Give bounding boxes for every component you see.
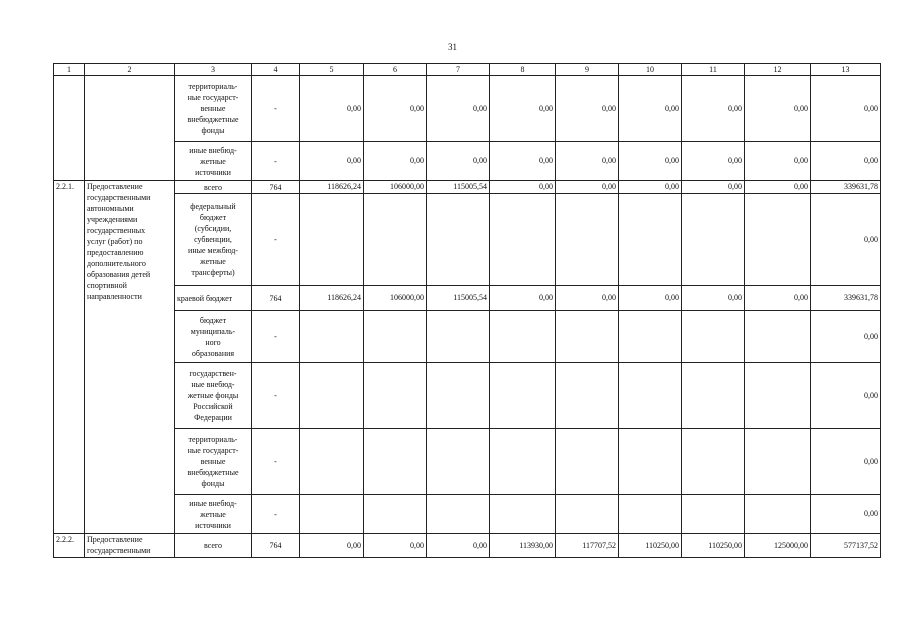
funding-source: федеральный бюджет (субсидии, субвенции, иные межбюд- жетные трансферты) <box>175 194 252 286</box>
value-cell <box>490 311 556 363</box>
value-cell: 339631,78 <box>811 181 881 194</box>
dept-code: 764 <box>252 534 300 558</box>
column-header: 1 <box>54 64 85 76</box>
value-cell: 0,00 <box>490 286 556 311</box>
value-cell <box>682 311 745 363</box>
dept-code: - <box>252 311 300 363</box>
value-cell: 577137,52 <box>811 534 881 558</box>
value-cell: 0,00 <box>364 76 427 142</box>
value-cell: 0,00 <box>300 76 364 142</box>
value-cell: 113930,00 <box>490 534 556 558</box>
value-cell: 0,00 <box>682 76 745 142</box>
table-row <box>54 363 881 429</box>
value-cell <box>745 495 811 534</box>
value-cell: 106000,00 <box>364 181 427 194</box>
value-cell <box>682 429 745 495</box>
value-cell <box>556 311 619 363</box>
value-cell <box>427 363 490 429</box>
value-cell <box>364 429 427 495</box>
funding-source: иные внебюд- жетные источники <box>175 495 252 534</box>
value-cell <box>300 194 364 286</box>
value-cell <box>745 194 811 286</box>
table-row <box>54 311 881 363</box>
column-number-row <box>54 64 881 76</box>
value-cell <box>745 429 811 495</box>
value-cell <box>300 429 364 495</box>
value-cell <box>427 194 490 286</box>
value-cell <box>490 363 556 429</box>
column-header: 7 <box>427 64 490 76</box>
value-cell: 0,00 <box>811 194 881 286</box>
table-row <box>54 194 881 286</box>
column-header: 13 <box>811 64 881 76</box>
value-cell: 0,00 <box>619 76 682 142</box>
column-header: 2 <box>85 64 175 76</box>
value-cell: 0,00 <box>682 286 745 311</box>
budget-table <box>53 63 881 558</box>
table-row <box>54 534 881 558</box>
value-cell: 110250,00 <box>682 534 745 558</box>
value-cell: 0,00 <box>619 286 682 311</box>
value-cell <box>364 311 427 363</box>
table-row <box>54 429 881 495</box>
table-row <box>54 142 881 181</box>
value-cell: 0,00 <box>364 142 427 181</box>
value-cell <box>682 363 745 429</box>
column-header: 12 <box>745 64 811 76</box>
item-code: 2.2.2. <box>54 534 85 558</box>
column-header: 9 <box>556 64 619 76</box>
value-cell: 110250,00 <box>619 534 682 558</box>
dept-code: - <box>252 142 300 181</box>
value-cell <box>619 495 682 534</box>
value-cell: 0,00 <box>745 181 811 194</box>
value-cell <box>745 363 811 429</box>
value-cell: 0,00 <box>300 534 364 558</box>
value-cell: 0,00 <box>682 142 745 181</box>
value-cell <box>427 311 490 363</box>
value-cell: 0,00 <box>427 76 490 142</box>
value-cell: 0,00 <box>490 181 556 194</box>
funding-source: территориаль- ные государст- венные внебюджетные фонды <box>175 76 252 142</box>
funding-source: территориаль- ные государст- венные внебюджетные фонды <box>175 429 252 495</box>
value-cell: 0,00 <box>556 142 619 181</box>
value-cell: 339631,78 <box>811 286 881 311</box>
funding-source: краевой бюджет <box>175 286 252 311</box>
funding-source: всего <box>175 534 252 558</box>
value-cell: 0,00 <box>490 142 556 181</box>
value-cell: 0,00 <box>300 142 364 181</box>
value-cell <box>364 363 427 429</box>
value-cell <box>490 495 556 534</box>
value-cell: 0,00 <box>811 363 881 429</box>
value-cell <box>490 429 556 495</box>
value-cell <box>556 495 619 534</box>
value-cell: 117707,52 <box>556 534 619 558</box>
value-cell <box>619 363 682 429</box>
value-cell: 0,00 <box>490 76 556 142</box>
page-number: 31 <box>448 42 457 52</box>
table-row <box>54 76 881 142</box>
value-cell: 0,00 <box>427 534 490 558</box>
value-cell <box>490 194 556 286</box>
value-cell <box>556 363 619 429</box>
item-name: Предоставление государственными автономными учреждениями государственных услуг (работ) по предоставлению дополнительного образования детей спортивной направленности <box>85 181 175 534</box>
dept-code: - <box>252 76 300 142</box>
funding-source: всего <box>175 181 252 194</box>
value-cell: 0,00 <box>427 142 490 181</box>
dept-code: - <box>252 495 300 534</box>
value-cell <box>682 495 745 534</box>
value-cell: 115005,54 <box>427 286 490 311</box>
name-cell <box>85 76 175 181</box>
funding-source: государствен- ные внебюд- жетные фонды Российской Федерации <box>175 363 252 429</box>
value-cell: 0,00 <box>811 142 881 181</box>
value-cell <box>619 311 682 363</box>
table-row <box>54 181 881 194</box>
value-cell <box>364 495 427 534</box>
value-cell <box>682 194 745 286</box>
value-cell <box>300 495 364 534</box>
column-header: 10 <box>619 64 682 76</box>
dept-code: - <box>252 194 300 286</box>
value-cell: 0,00 <box>745 286 811 311</box>
value-cell: 0,00 <box>556 181 619 194</box>
value-cell: 0,00 <box>745 76 811 142</box>
value-cell: 0,00 <box>811 429 881 495</box>
value-cell: 0,00 <box>364 534 427 558</box>
value-cell: 0,00 <box>811 76 881 142</box>
column-header: 6 <box>364 64 427 76</box>
value-cell <box>300 363 364 429</box>
dept-code: - <box>252 429 300 495</box>
value-cell: 118626,24 <box>300 286 364 311</box>
value-cell: 0,00 <box>556 286 619 311</box>
column-header: 3 <box>175 64 252 76</box>
value-cell: 0,00 <box>619 181 682 194</box>
dept-code: 764 <box>252 181 300 194</box>
value-cell <box>427 495 490 534</box>
value-cell: 115005,54 <box>427 181 490 194</box>
value-cell: 0,00 <box>811 495 881 534</box>
funding-source: бюджет муниципаль- ного образования <box>175 311 252 363</box>
table-row <box>54 286 881 311</box>
value-cell: 0,00 <box>619 142 682 181</box>
dept-code: 764 <box>252 286 300 311</box>
value-cell: 0,00 <box>556 76 619 142</box>
item-code: 2.2.1. <box>54 181 85 534</box>
value-cell <box>619 194 682 286</box>
value-cell <box>619 429 682 495</box>
value-cell <box>745 311 811 363</box>
value-cell: 0,00 <box>682 181 745 194</box>
value-cell: 118626,24 <box>300 181 364 194</box>
value-cell <box>556 194 619 286</box>
code-cell <box>54 76 85 181</box>
column-header: 8 <box>490 64 556 76</box>
column-header: 5 <box>300 64 364 76</box>
value-cell <box>364 194 427 286</box>
value-cell: 0,00 <box>811 311 881 363</box>
value-cell: 0,00 <box>745 142 811 181</box>
table-row <box>54 495 881 534</box>
funding-source: иные внебюд- жетные источники <box>175 142 252 181</box>
value-cell: 106000,00 <box>364 286 427 311</box>
column-header: 11 <box>682 64 745 76</box>
value-cell <box>300 311 364 363</box>
dept-code: - <box>252 363 300 429</box>
value-cell <box>427 429 490 495</box>
column-header: 4 <box>252 64 300 76</box>
value-cell: 125000,00 <box>745 534 811 558</box>
item-name: Предоставление государственными <box>85 534 175 558</box>
value-cell <box>556 429 619 495</box>
